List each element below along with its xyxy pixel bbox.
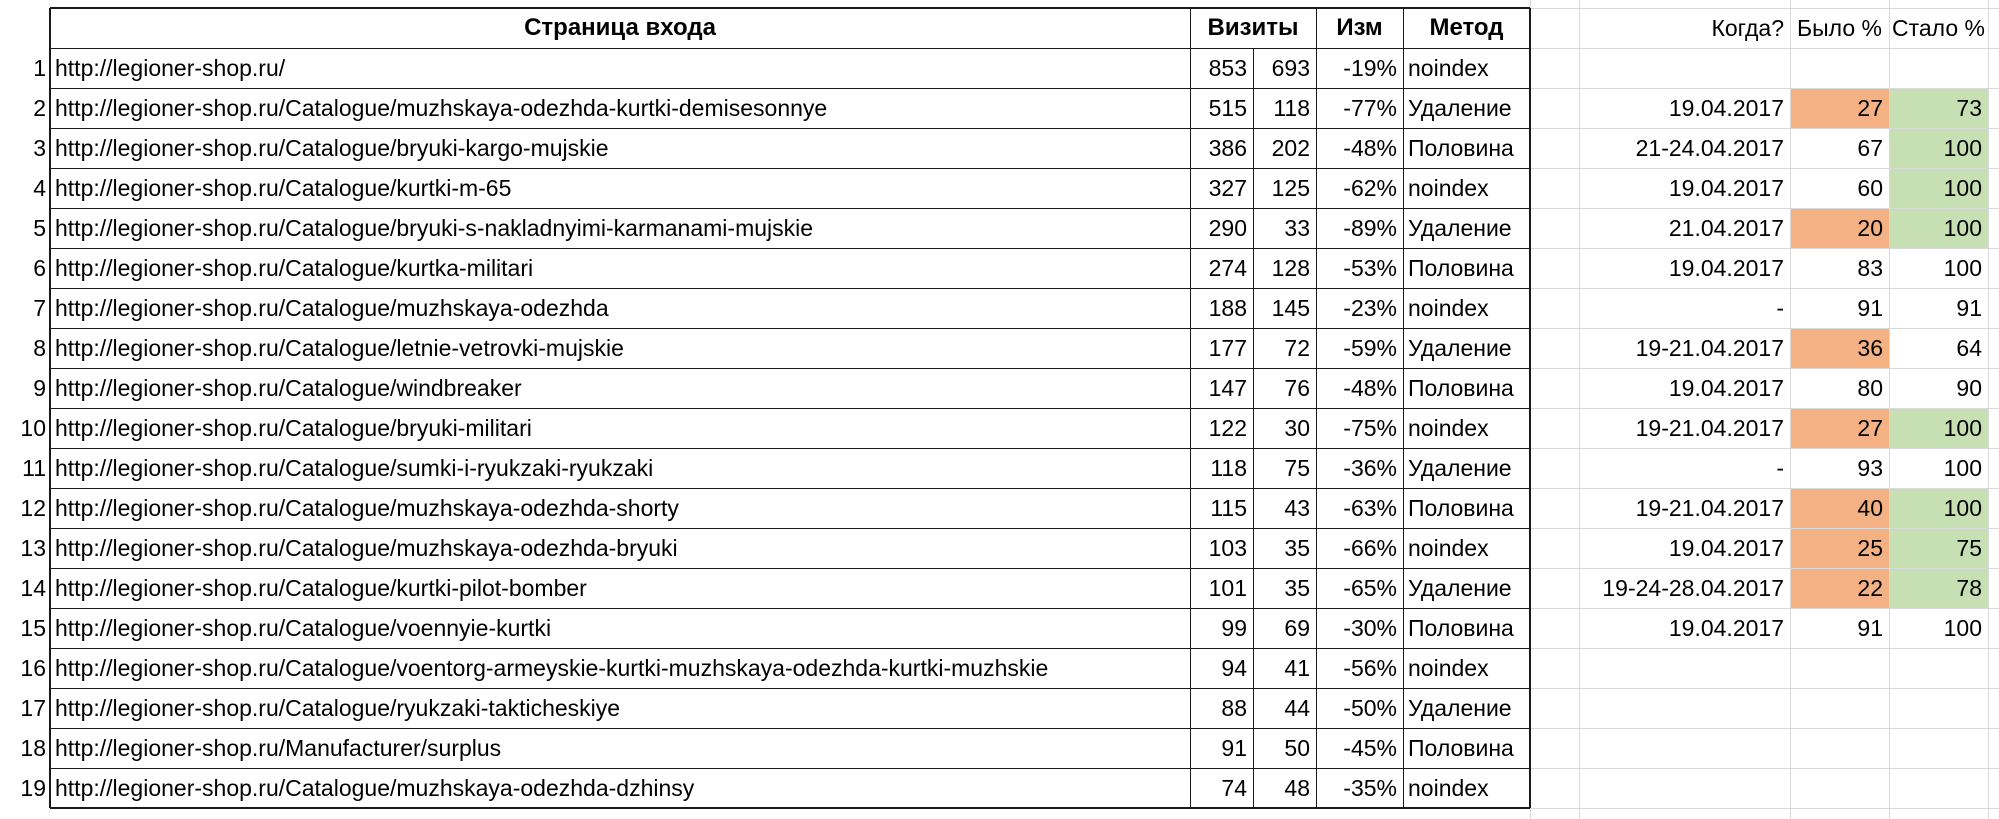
visits-before-cell[interactable]: 99 — [1221, 615, 1247, 641]
visits-after-cell[interactable]: 44 — [1284, 695, 1310, 721]
change-cell[interactable]: -75% — [1343, 415, 1397, 441]
page-url-cell[interactable]: http://legioner-shop.ru/Manufacturer/surplus — [55, 735, 502, 761]
visits-after-cell[interactable]: 202 — [1271, 135, 1310, 161]
row-number[interactable]: 10 — [20, 415, 46, 441]
became-percent-cell[interactable]: 100 — [1890, 129, 1988, 168]
method-cell[interactable]: noindex — [1408, 415, 1489, 441]
when-cell[interactable]: 19.04.2017 — [1668, 615, 1784, 641]
when-cell[interactable]: 19-21.04.2017 — [1635, 415, 1784, 441]
became-percent-cell[interactable]: 64 — [1956, 335, 1982, 361]
change-cell[interactable]: -65% — [1343, 575, 1397, 601]
visits-before-cell[interactable]: 74 — [1221, 775, 1247, 801]
when-cell[interactable] — [1579, 48, 1790, 88]
page-url-cell[interactable]: http://legioner-shop.ru/Catalogue/bryuki-militari — [55, 415, 532, 441]
page-url-cell[interactable]: http://legioner-shop.ru/Catalogue/sumki-i-ryukzaki-ryukzaki — [55, 455, 654, 481]
when-cell[interactable]: 19.04.2017 — [1668, 255, 1784, 281]
visits-before-cell[interactable]: 103 — [1208, 535, 1247, 561]
was-percent-cell[interactable]: 91 — [1857, 295, 1883, 321]
change-cell[interactable]: -48% — [1343, 375, 1397, 401]
change-cell[interactable]: -62% — [1343, 175, 1397, 201]
became-percent-cell[interactable]: 100 — [1943, 455, 1982, 481]
visits-before-cell[interactable]: 91 — [1221, 735, 1247, 761]
was-percent-cell[interactable] — [1791, 729, 1889, 768]
became-percent-cell[interactable] — [1890, 769, 1988, 808]
change-cell[interactable]: -23% — [1343, 295, 1397, 321]
when-cell[interactable] — [1579, 768, 1790, 808]
method-cell[interactable]: Половина — [1408, 495, 1514, 521]
page-url-cell[interactable]: http://legioner-shop.ru/Catalogue/muzhskaya-odezhda-dzhinsy — [55, 775, 695, 801]
method-cell[interactable]: Половина — [1408, 615, 1514, 641]
when-cell[interactable] — [1579, 688, 1790, 728]
method-cell[interactable]: Удаление — [1408, 575, 1512, 601]
became-percent-cell[interactable]: 75 — [1890, 529, 1988, 568]
method-cell[interactable]: Половина — [1408, 255, 1514, 281]
was-percent-cell[interactable]: 27 — [1791, 89, 1889, 128]
page-url-cell[interactable]: http://legioner-shop.ru/Catalogue/kurtka-militari — [55, 255, 534, 281]
visits-after-cell[interactable]: 128 — [1271, 255, 1310, 281]
visits-after-cell[interactable]: 33 — [1284, 215, 1310, 241]
visits-before-cell[interactable]: 101 — [1208, 575, 1247, 601]
became-percent-cell[interactable] — [1890, 689, 1988, 728]
gridline-horizontal — [1530, 808, 1999, 809]
page-url-cell[interactable]: http://legioner-shop.ru/Catalogue/kurtki-pilot-bomber — [55, 575, 587, 601]
row-number[interactable]: 9 — [33, 375, 46, 401]
row-number[interactable]: 16 — [20, 655, 46, 681]
method-cell[interactable]: noindex — [1408, 295, 1489, 321]
visits-after-cell[interactable]: 41 — [1284, 655, 1310, 681]
was-percent-cell[interactable] — [1791, 649, 1889, 688]
visits-before-cell[interactable]: 94 — [1221, 655, 1247, 681]
change-cell[interactable]: -45% — [1343, 735, 1397, 761]
visits-after-cell[interactable]: 693 — [1271, 55, 1310, 81]
when-cell[interactable]: 19.04.2017 — [1668, 375, 1784, 401]
was-percent-cell[interactable] — [1791, 49, 1889, 88]
change-cell[interactable]: -77% — [1343, 95, 1397, 121]
change-cell[interactable]: -59% — [1343, 335, 1397, 361]
visits-after-cell[interactable]: 145 — [1271, 295, 1310, 321]
when-cell[interactable] — [1579, 728, 1790, 768]
row-number[interactable]: 3 — [33, 135, 46, 161]
change-cell[interactable]: -19% — [1343, 55, 1397, 81]
method-cell[interactable]: Половина — [1408, 735, 1514, 761]
row-number[interactable]: 4 — [33, 175, 46, 201]
visits-before-cell[interactable]: 290 — [1208, 215, 1247, 241]
visits-before-cell[interactable]: 274 — [1208, 255, 1247, 281]
change-cell[interactable]: -30% — [1343, 615, 1397, 641]
change-cell[interactable]: -35% — [1343, 775, 1397, 801]
row-number[interactable]: 14 — [20, 575, 46, 601]
became-percent-cell[interactable]: 100 — [1943, 255, 1982, 281]
method-cell[interactable]: noindex — [1408, 775, 1489, 801]
visits-before-cell[interactable]: 515 — [1208, 95, 1247, 121]
visits-after-cell[interactable]: 76 — [1284, 375, 1310, 401]
became-percent-cell[interactable]: 78 — [1890, 569, 1988, 608]
was-percent-cell[interactable]: 91 — [1857, 615, 1883, 641]
when-cell[interactable]: 21-24.04.2017 — [1635, 135, 1784, 161]
became-percent-cell[interactable]: 91 — [1956, 295, 1982, 321]
visits-before-cell[interactable]: 386 — [1208, 135, 1247, 161]
visits-before-cell[interactable]: 177 — [1208, 335, 1247, 361]
was-percent-cell[interactable]: 67 — [1857, 135, 1883, 161]
became-percent-cell[interactable]: 100 — [1890, 489, 1988, 528]
method-cell[interactable]: Удаление — [1408, 335, 1512, 361]
visits-before-cell[interactable]: 188 — [1208, 295, 1247, 321]
row-number[interactable]: 11 — [22, 455, 46, 481]
was-percent-cell[interactable]: 40 — [1791, 489, 1889, 528]
was-percent-cell[interactable] — [1791, 769, 1889, 808]
method-cell[interactable]: Удаление — [1408, 95, 1512, 121]
visits-before-cell[interactable]: 122 — [1208, 415, 1247, 441]
page-url-cell[interactable]: http://legioner-shop.ru/Catalogue/muzhskaya-odezhda-shorty — [55, 495, 679, 521]
gridline-vertical — [1530, 0, 1531, 819]
change-cell[interactable]: -56% — [1343, 655, 1397, 681]
row-number[interactable]: 13 — [20, 535, 46, 561]
when-cell[interactable] — [1579, 648, 1790, 688]
row-number[interactable]: 7 — [33, 295, 46, 321]
visits-after-cell[interactable]: 48 — [1284, 775, 1310, 801]
row-number[interactable]: 19 — [20, 775, 46, 801]
page-url-cell[interactable]: http://legioner-shop.ru/Catalogue/bryuki-s-nakladnyimi-karmanami-mujskie — [55, 215, 814, 241]
change-cell[interactable]: -89% — [1343, 215, 1397, 241]
change-cell[interactable]: -63% — [1343, 495, 1397, 521]
visits-after-cell[interactable]: 69 — [1284, 615, 1310, 641]
when-cell[interactable]: - — [1776, 455, 1784, 481]
became-percent-cell[interactable]: 100 — [1890, 169, 1988, 208]
row-number[interactable]: 2 — [33, 95, 46, 121]
visits-after-cell[interactable]: 72 — [1284, 335, 1310, 361]
visits-before-cell[interactable]: 118 — [1210, 455, 1247, 481]
when-cell[interactable]: 19-21.04.2017 — [1635, 335, 1784, 361]
row-number[interactable]: 8 — [33, 335, 46, 361]
visits-after-cell[interactable]: 118 — [1273, 95, 1310, 121]
method-cell[interactable]: noindex — [1408, 175, 1489, 201]
gridline-vertical — [1988, 0, 1989, 819]
became-percent-cell[interactable] — [1890, 729, 1988, 768]
page-url-cell[interactable]: http://legioner-shop.ru/Catalogue/letnie-vetrovki-mujskie — [55, 335, 624, 361]
when-cell[interactable]: 19.04.2017 — [1668, 535, 1784, 561]
visits-after-cell[interactable]: 43 — [1284, 495, 1310, 521]
visits-after-cell[interactable]: 35 — [1284, 575, 1310, 601]
visits-after-cell[interactable]: 30 — [1284, 415, 1310, 441]
became-percent-cell[interactable]: 100 — [1890, 409, 1988, 448]
header-when[interactable]: Когда? — [1711, 15, 1784, 41]
visits-before-cell[interactable]: 88 — [1221, 695, 1247, 721]
was-percent-cell[interactable]: 20 — [1791, 209, 1889, 248]
method-cell[interactable]: Удаление — [1408, 455, 1512, 481]
row-number[interactable]: 17 — [20, 695, 46, 721]
page-url-cell[interactable]: http://legioner-shop.ru/Catalogue/voentorg-armeyskie-kurtki-muzhskaya-odezhda-kurtki-muzhskie — [55, 655, 1049, 681]
was-percent-cell[interactable]: 25 — [1791, 529, 1889, 568]
was-percent-cell[interactable] — [1791, 689, 1889, 728]
change-cell[interactable]: -53% — [1343, 255, 1397, 281]
row-number[interactable]: 15 — [20, 615, 46, 641]
visits-after-cell[interactable]: 75 — [1284, 455, 1310, 481]
became-percent-cell[interactable] — [1890, 649, 1988, 688]
header-page[interactable]: Страница входа — [524, 14, 716, 41]
visits-before-cell[interactable]: 115 — [1210, 495, 1247, 521]
visits-after-cell[interactable]: 125 — [1271, 175, 1310, 201]
when-cell[interactable]: 19-21.04.2017 — [1635, 495, 1784, 521]
method-cell[interactable]: noindex — [1408, 655, 1489, 681]
header-became[interactable]: Стало % — [1892, 15, 1985, 41]
method-cell[interactable]: noindex — [1408, 535, 1489, 561]
row-number[interactable]: 1 — [33, 55, 46, 81]
change-cell[interactable]: -50% — [1343, 695, 1397, 721]
when-cell[interactable]: 19.04.2017 — [1668, 95, 1784, 121]
when-cell[interactable]: - — [1776, 295, 1784, 321]
visits-after-cell[interactable]: 35 — [1284, 535, 1310, 561]
method-cell[interactable]: Половина — [1408, 375, 1514, 401]
was-percent-cell[interactable]: 83 — [1857, 255, 1883, 281]
when-cell[interactable]: 21.04.2017 — [1668, 215, 1784, 241]
row-number[interactable]: 12 — [20, 495, 46, 521]
was-percent-cell[interactable]: 22 — [1791, 569, 1889, 608]
header-was[interactable]: Было % — [1797, 15, 1882, 41]
row-number[interactable]: 18 — [20, 735, 46, 761]
visits-before-cell[interactable]: 327 — [1208, 175, 1247, 201]
method-cell[interactable]: noindex — [1408, 55, 1489, 81]
visits-after-cell[interactable]: 50 — [1284, 735, 1310, 761]
method-cell[interactable]: Половина — [1408, 135, 1514, 161]
method-cell[interactable]: Удаление — [1408, 695, 1512, 721]
was-percent-cell[interactable]: 93 — [1857, 455, 1883, 481]
page-url-cell[interactable]: http://legioner-shop.ru/Catalogue/ryukzaki-takticheskiye — [55, 695, 621, 721]
page-url-cell[interactable]: http://legioner-shop.ru/Catalogue/kurtki-m-65 — [55, 175, 512, 201]
was-percent-cell[interactable]: 27 — [1791, 409, 1889, 448]
visits-before-cell[interactable]: 147 — [1208, 375, 1247, 401]
row-number[interactable]: 5 — [33, 215, 46, 241]
was-percent-cell[interactable]: 36 — [1791, 329, 1889, 368]
became-percent-cell[interactable]: 100 — [1890, 209, 1988, 248]
page-url-cell[interactable]: http://legioner-shop.ru/Catalogue/muzhskaya-odezhda-bryuki — [55, 535, 678, 561]
page-url-cell[interactable]: http://legioner-shop.ru/Catalogue/muzhskaya-odezhda — [55, 295, 609, 321]
page-url-cell[interactable]: http://legioner-shop.ru/Catalogue/muzhskaya-odezhda-kurtki-demisesonnye — [55, 95, 828, 121]
change-cell[interactable]: -66% — [1343, 535, 1397, 561]
when-cell[interactable]: 19.04.2017 — [1668, 175, 1784, 201]
header-change[interactable]: Изм — [1336, 14, 1383, 41]
change-cell[interactable]: -36% — [1343, 455, 1397, 481]
visits-before-cell[interactable]: 853 — [1208, 55, 1247, 81]
change-cell[interactable]: -48% — [1343, 135, 1397, 161]
was-percent-cell[interactable]: 60 — [1857, 175, 1883, 201]
page-url-cell[interactable]: http://legioner-shop.ru/Catalogue/bryuki-kargo-mujskie — [55, 135, 609, 161]
page-url-cell[interactable]: http://legioner-shop.ru/Catalogue/windbreaker — [55, 375, 522, 401]
method-cell[interactable]: Удаление — [1408, 215, 1512, 241]
became-percent-cell[interactable]: 90 — [1956, 375, 1982, 401]
became-percent-cell[interactable]: 73 — [1890, 89, 1988, 128]
when-cell[interactable]: 19-24-28.04.2017 — [1602, 575, 1784, 601]
was-percent-cell[interactable]: 80 — [1857, 375, 1883, 401]
header-visits[interactable]: Визиты — [1207, 14, 1299, 41]
row-number[interactable]: 6 — [33, 255, 46, 281]
became-percent-cell[interactable] — [1890, 49, 1988, 88]
page-url-cell[interactable]: http://legioner-shop.ru/Catalogue/voennyie-kurtki — [55, 615, 552, 641]
became-percent-cell[interactable]: 100 — [1943, 615, 1982, 641]
header-method[interactable]: Метод — [1429, 14, 1504, 41]
page-url-cell[interactable]: http://legioner-shop.ru/ — [55, 55, 286, 81]
